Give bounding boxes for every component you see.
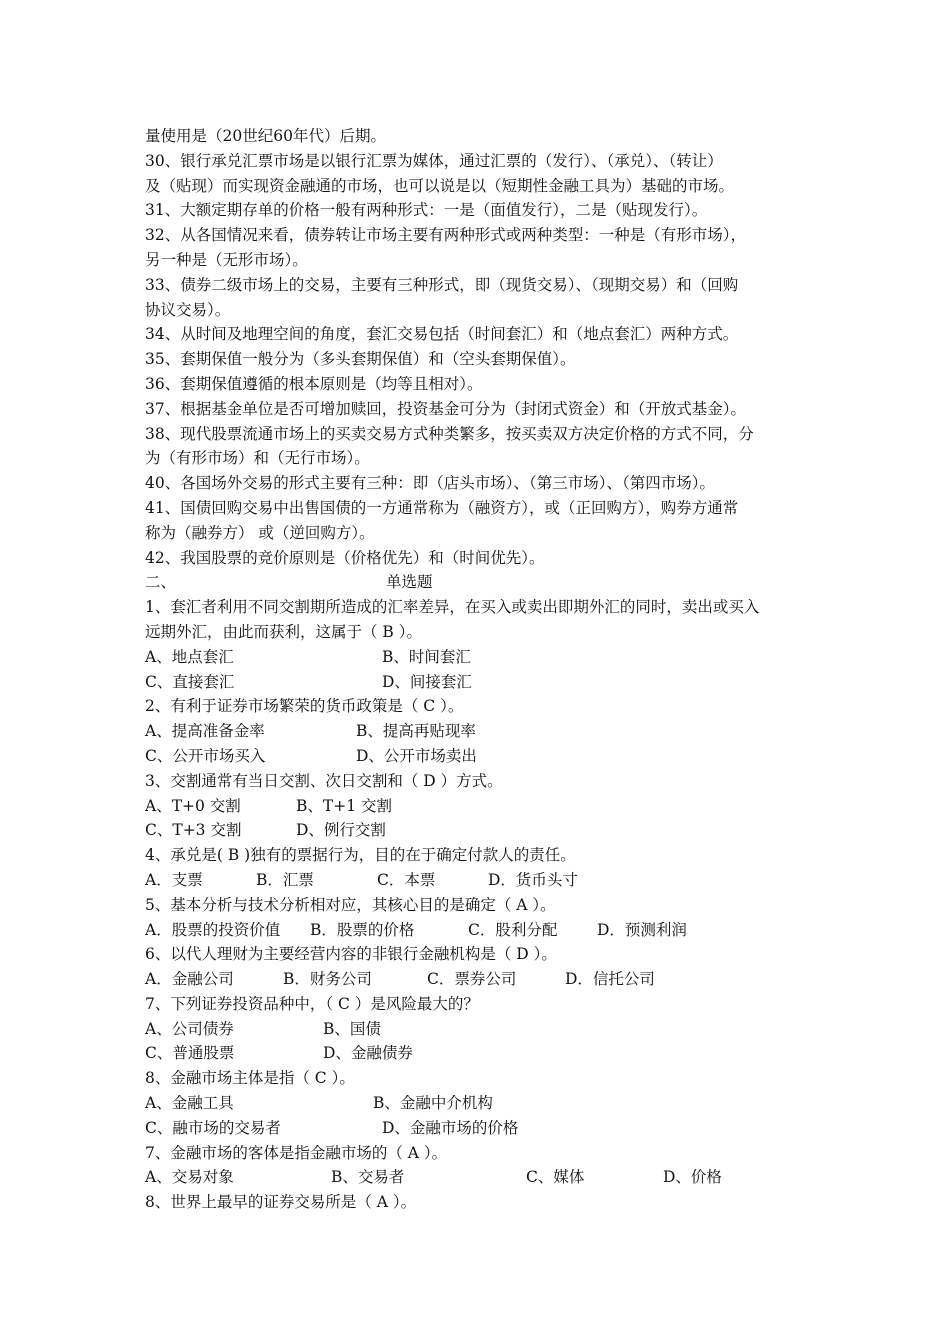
option: B、金融中介机构 [373,1094,493,1113]
question-stem: 7、下列证券投资品种中，（ C ）是风险最大的？ [145,994,479,1013]
option: B、时间套汇 [382,647,471,666]
option: A．金融公司 [145,970,234,989]
text-line: 36、套期保值遵循的根本原则是（均等且相对）。 [145,374,483,393]
option-row [145,1091,810,1116]
text-line: 38、现代股票流通市场上的买卖交易方式种类繁多，按买卖双方决定价格的方式不同，分 [145,424,754,443]
question-stem: 1、套汇者利用不同交割期所造成的汇率差异，在买入或卖出即期外汇的同时，卖出或买入 [145,598,760,617]
option-row [145,818,810,843]
text-line: 为（有形市场）和（无行市场）。 [145,449,370,468]
section-heading [145,570,810,595]
option-row [145,645,810,670]
section-number: 二、 [145,573,177,592]
document-page [145,124,810,1215]
option: C、直接套汇 [145,672,235,691]
option: A、T+0 交割 [145,796,241,815]
option: A、提高准备金率 [145,722,265,741]
text-line: 40、各国场外交易的形式主要有三种：即（店头市场）、（第三市场）、（第四市场）。 [145,474,715,493]
option: D．预测利润 [597,920,687,939]
option: B、T+1 交割 [296,796,393,815]
text-line: 及（贴现）而实现资金融通的市场，也可以说是以（短期性金融工具为）基础的市场。 [145,176,735,195]
text-line: 33、债券二级市场上的交易，主要有三种形式，即（现货交易）、（现期交易）和（回购 [145,275,739,294]
option: B、交易者 [331,1168,405,1187]
text-line: 31、大额定期存单的价格一般有两种形式：一是（面值发行），二是（贴现发行）。 [145,201,708,220]
option: D、金融市场的价格 [382,1118,519,1137]
text-line: 32、从各国情况来看，债券转让市场主要有两种形式或两种类型：一种是（有形市场）， [145,226,746,245]
option: B、国债 [323,1019,381,1038]
question-stem: 6、以代人理财为主要经营内容的非银行金融机构是（ D ）。 [145,945,557,964]
text-line: 协议交易）。 [145,300,231,319]
text-line: 41、国债回购交易中出售国债的一方通常称为（融资方），或（正回购方），购券方通常 [145,498,739,517]
option-row [145,1041,810,1066]
option: C．股利分配 [468,920,558,939]
option: B．财务公司 [283,970,372,989]
option: C、媒体 [526,1168,585,1187]
text-line: 37、根据基金单位是否可增加赎回，投资基金可分为（封闭式资金）和（开放式基金）。 [145,399,746,418]
option-row [145,670,810,695]
option: C．票券公司 [427,970,517,989]
option: B．汇票 [256,870,314,889]
text-line: 34、从时间及地理空间的角度，套汇交易包括（时间套汇）和（地点套汇）两种方式。 [145,325,739,344]
option: C、公开市场买入 [145,746,266,765]
question-stem: 8、世界上最早的证券交易所是（ A ）。 [145,1193,417,1212]
option: C、T+3 交割 [145,821,242,840]
text-line: 量使用是（20世纪60年代）后期。 [145,127,386,145]
option: C、普通股票 [145,1044,235,1063]
option: A、地点套汇 [145,647,234,666]
question-stem: 5、基本分析与技术分析相对应，其核心目的是确定（ A ）。 [145,895,556,914]
question-stem: 远期外汇，由此而获利，这属于（ B ）。 [145,622,422,641]
option: A、交易对象 [145,1168,234,1187]
option-row [145,1116,810,1141]
option: D、公开市场卖出 [356,746,477,765]
option: D．信托公司 [565,970,655,989]
question-stem: 3、交割通常有当日交割、次日交割和（ D ）方式。 [145,771,503,790]
text-line: 35、套期保值一般分为（多头套期保值）和（空头套期保值）。 [145,350,576,369]
question-stem: 4、承兑是( B )独有的票据行为，目的在于确定付款人的责任。 [145,846,576,865]
option-row [145,1017,810,1042]
option: B、提高再贴现率 [356,722,476,741]
option: D、例行交割 [296,821,386,840]
option-row [145,918,810,943]
option: A、公司债券 [145,1019,234,1038]
option-row [145,868,810,893]
option: C．本票 [377,870,436,889]
option-row [145,719,810,744]
option-row [145,1165,810,1190]
option-row [145,744,810,769]
option: D、金融债券 [323,1044,413,1063]
section-title: 单选题 [386,573,433,592]
option-row [145,967,810,992]
option: C、融市场的交易者 [145,1118,281,1137]
text-line: 另一种是（无形市场）。 [145,250,308,269]
text-line: 称为（融券方） 或（逆回购方）。 [145,523,375,542]
option: D、间接套汇 [382,672,472,691]
question-stem: 7、金融市场的客体是指金融市场的（ A ）。 [145,1143,448,1162]
option: A．股票的投资价值 [145,920,281,939]
option: B．股票的价格 [310,920,415,939]
option: A．支票 [145,870,203,889]
text-line: 30、银行承兑汇票市场是以银行汇票为媒体，通过汇票的（发行）、（承兑）、（转让） [145,151,723,170]
option: D、价格 [663,1168,722,1187]
option: A、金融工具 [145,1094,234,1113]
text-line: 42、我国股票的竞价原则是（价格优先）和（时间优先）。 [145,548,545,567]
question-stem: 8、金融市场主体是指（ C ）。 [145,1069,355,1088]
question-stem: 2、有利于证券市场繁荣的货币政策是（ C ）。 [145,697,464,716]
option-row [145,794,810,819]
option: D．货币头寸 [488,870,578,889]
